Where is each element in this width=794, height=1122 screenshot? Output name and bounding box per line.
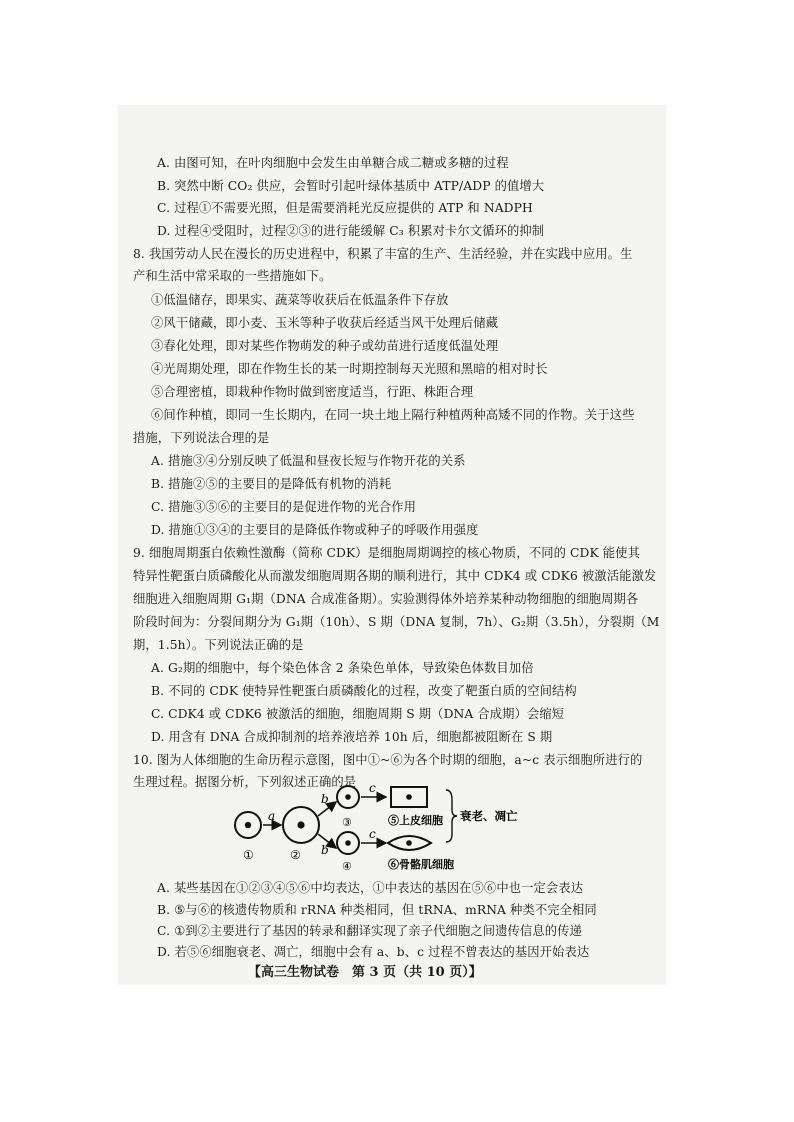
q8-measure-6: ⑥间作种植，即同一生长期内，在同一块土地上隔行种植两种高矮不同的作物。关于这些 <box>151 408 635 422</box>
cell-5-label: ⑤上皮细胞 <box>388 814 443 827</box>
cell-4-label: ④ <box>342 860 352 873</box>
cell-2-label: ② <box>290 848 301 862</box>
q8-option-c: C. 措施③⑤⑥的主要目的是促进作物的光合作用 <box>151 500 417 514</box>
process-c-upper-label: c <box>369 781 376 795</box>
q8-option-a: A. 措施③④分别反映了低温和昼夜长短与作物开花的关系 <box>151 454 466 468</box>
process-c-lower-label: c <box>369 827 376 841</box>
q9-stem-line5: 期，1.5h）。下列说法正确的是 <box>133 638 304 652</box>
q8-option-d: D. 措施①③④的主要目的是降低作物或种子的呼吸作用强度 <box>151 523 479 537</box>
fate-label: 衰老、凋亡 <box>460 809 518 823</box>
q9-stem-line2: 特异性靶蛋白质磷酸化从而激发细胞周期各期的顺利进行，其中 CDK4 或 CDK6 被激活能激发 <box>133 569 657 583</box>
q9-stem-line1: 9. 细胞周期蛋白依赖性激酶（简称 CDK）是细胞周期调控的核心物质，不同的 CDK 能使其 <box>133 546 640 560</box>
q8-measure-5: ⑤合理密植，即栽种作物时做到密度适当，行距、株距合理 <box>151 385 474 399</box>
q8-measure-4: ④光周期处理，即在作物生长的某一时期控制每天光照和黑暗的相对时长 <box>151 362 548 376</box>
cell-6-muscle <box>388 836 431 850</box>
q10-option-b: B. ⑤与⑥的核遗传物质和 rRNA 种类相同，但 tRNA、mRNA 种类不完全相同 <box>157 903 597 917</box>
q8-measure-1: ①低温储存，即果实、蔬菜等收获后在低温条件下存放 <box>151 293 449 307</box>
page-footer: 【高三生物试卷 第 3 页（共 10 页）】 <box>248 965 482 980</box>
q7-option-d: D. 过程④受阻时，过程②③的进行能缓解 C₃ 积累对卡尔文循环的抑制 <box>157 224 545 238</box>
q7-option-a: A. 由图可知，在叶肉细胞中会发生由单糖合成二糖或多糖的过程 <box>157 156 509 170</box>
cell-1-label: ① <box>243 848 254 862</box>
q8-stem-line2: 产和生活中常采取的一些措施如下。 <box>133 269 332 283</box>
q9-option-a: A. G₂期的细胞中，每个染色体含 2 条染色单体，导致染色体数目加倍 <box>151 661 534 675</box>
cell-3 <box>337 786 359 808</box>
q9-stem-line3: 细胞进入细胞周期 G₁期（DNA 合成准备期）。实验测得体外培养某种动物细胞的细胞周期各 <box>133 592 639 606</box>
brace <box>446 790 457 842</box>
cell-5-epithelial <box>391 787 427 807</box>
q10-option-d: D. 若⑤⑥细胞衰老、凋亡，细胞中会有 a、b、c 过程不曾表达的基因开始表达 <box>157 945 590 959</box>
q8-option-b: B. 措施②⑤的主要目的是降低有机物的消耗 <box>151 477 392 491</box>
q9-option-b: B. 不同的 CDK 使特异性靶蛋白质磷酸化的过程，改变了靶蛋白质的空间结构 <box>151 684 577 698</box>
cell-1 <box>235 812 261 838</box>
cell-life-history-diagram <box>228 780 528 875</box>
q8-measure-2: ②风干储藏，即小麦、玉米等种子收获后经适当风干处理后储藏 <box>151 316 499 330</box>
q9-option-d: D. 用含有 DNA 合成抑制剂的培养液培养 10h 后，细胞都被阻断在 S 期 <box>151 730 553 744</box>
process-b-lower-label: b <box>321 843 329 857</box>
q10-stem-line1: 10. 图为人体细胞的生命历程示意图，图中①~⑥为各个时期的细胞，a~c 表示细胞所进行的 <box>133 753 643 767</box>
q9-stem-line4: 阶段时间为：分裂间期分为 G₁期（10h）、S 期（DNA 复制，7h）、G₂期（3.5h），分裂期（M <box>133 615 660 629</box>
process-b-upper-label: b <box>321 792 329 806</box>
q10-stem-line2: 生理过程。据图分析，下列叙述正确的是 <box>133 775 357 789</box>
cell-4 <box>337 832 359 854</box>
q9-option-c: C. CDK4 或 CDK6 被激活的细胞，细胞周期 S 期（DNA 合成期）会缩短 <box>151 707 565 721</box>
q8-stem-end: 措施，下列说法合理的是 <box>133 431 270 445</box>
process-a-label: a <box>268 809 276 823</box>
q10-option-c: C. ①到②主要进行了基因的转录和翻译实现了亲子代细胞之间遗传信息的传递 <box>157 924 582 938</box>
q10-option-a: A. 某些基因在①②③④⑤⑥中均表达，①中表达的基因在⑤⑥中也一定会表达 <box>157 881 584 895</box>
cell-6-label: ⑥骨骼肌细胞 <box>388 858 454 871</box>
cell-3-label: ③ <box>342 816 352 829</box>
q8-measure-3: ③春化处理，即对某些作物萌发的种子或幼苗进行适度低温处理 <box>151 339 499 353</box>
cell-2 <box>283 807 319 843</box>
q7-option-b: B. 突然中断 CO₂ 供应，会暂时引起叶绿体基质中 ATP/ADP 的值增大 <box>157 179 545 193</box>
q8-stem-line1: 8. 我国劳动人民在漫长的历史进程中，积累了丰富的生产、生活经验，并在实践中应用。生 <box>133 247 633 261</box>
q7-option-c: C. 过程①不需要光照，但是需要消耗光反应提供的 ATP 和 NADPH <box>157 201 533 215</box>
